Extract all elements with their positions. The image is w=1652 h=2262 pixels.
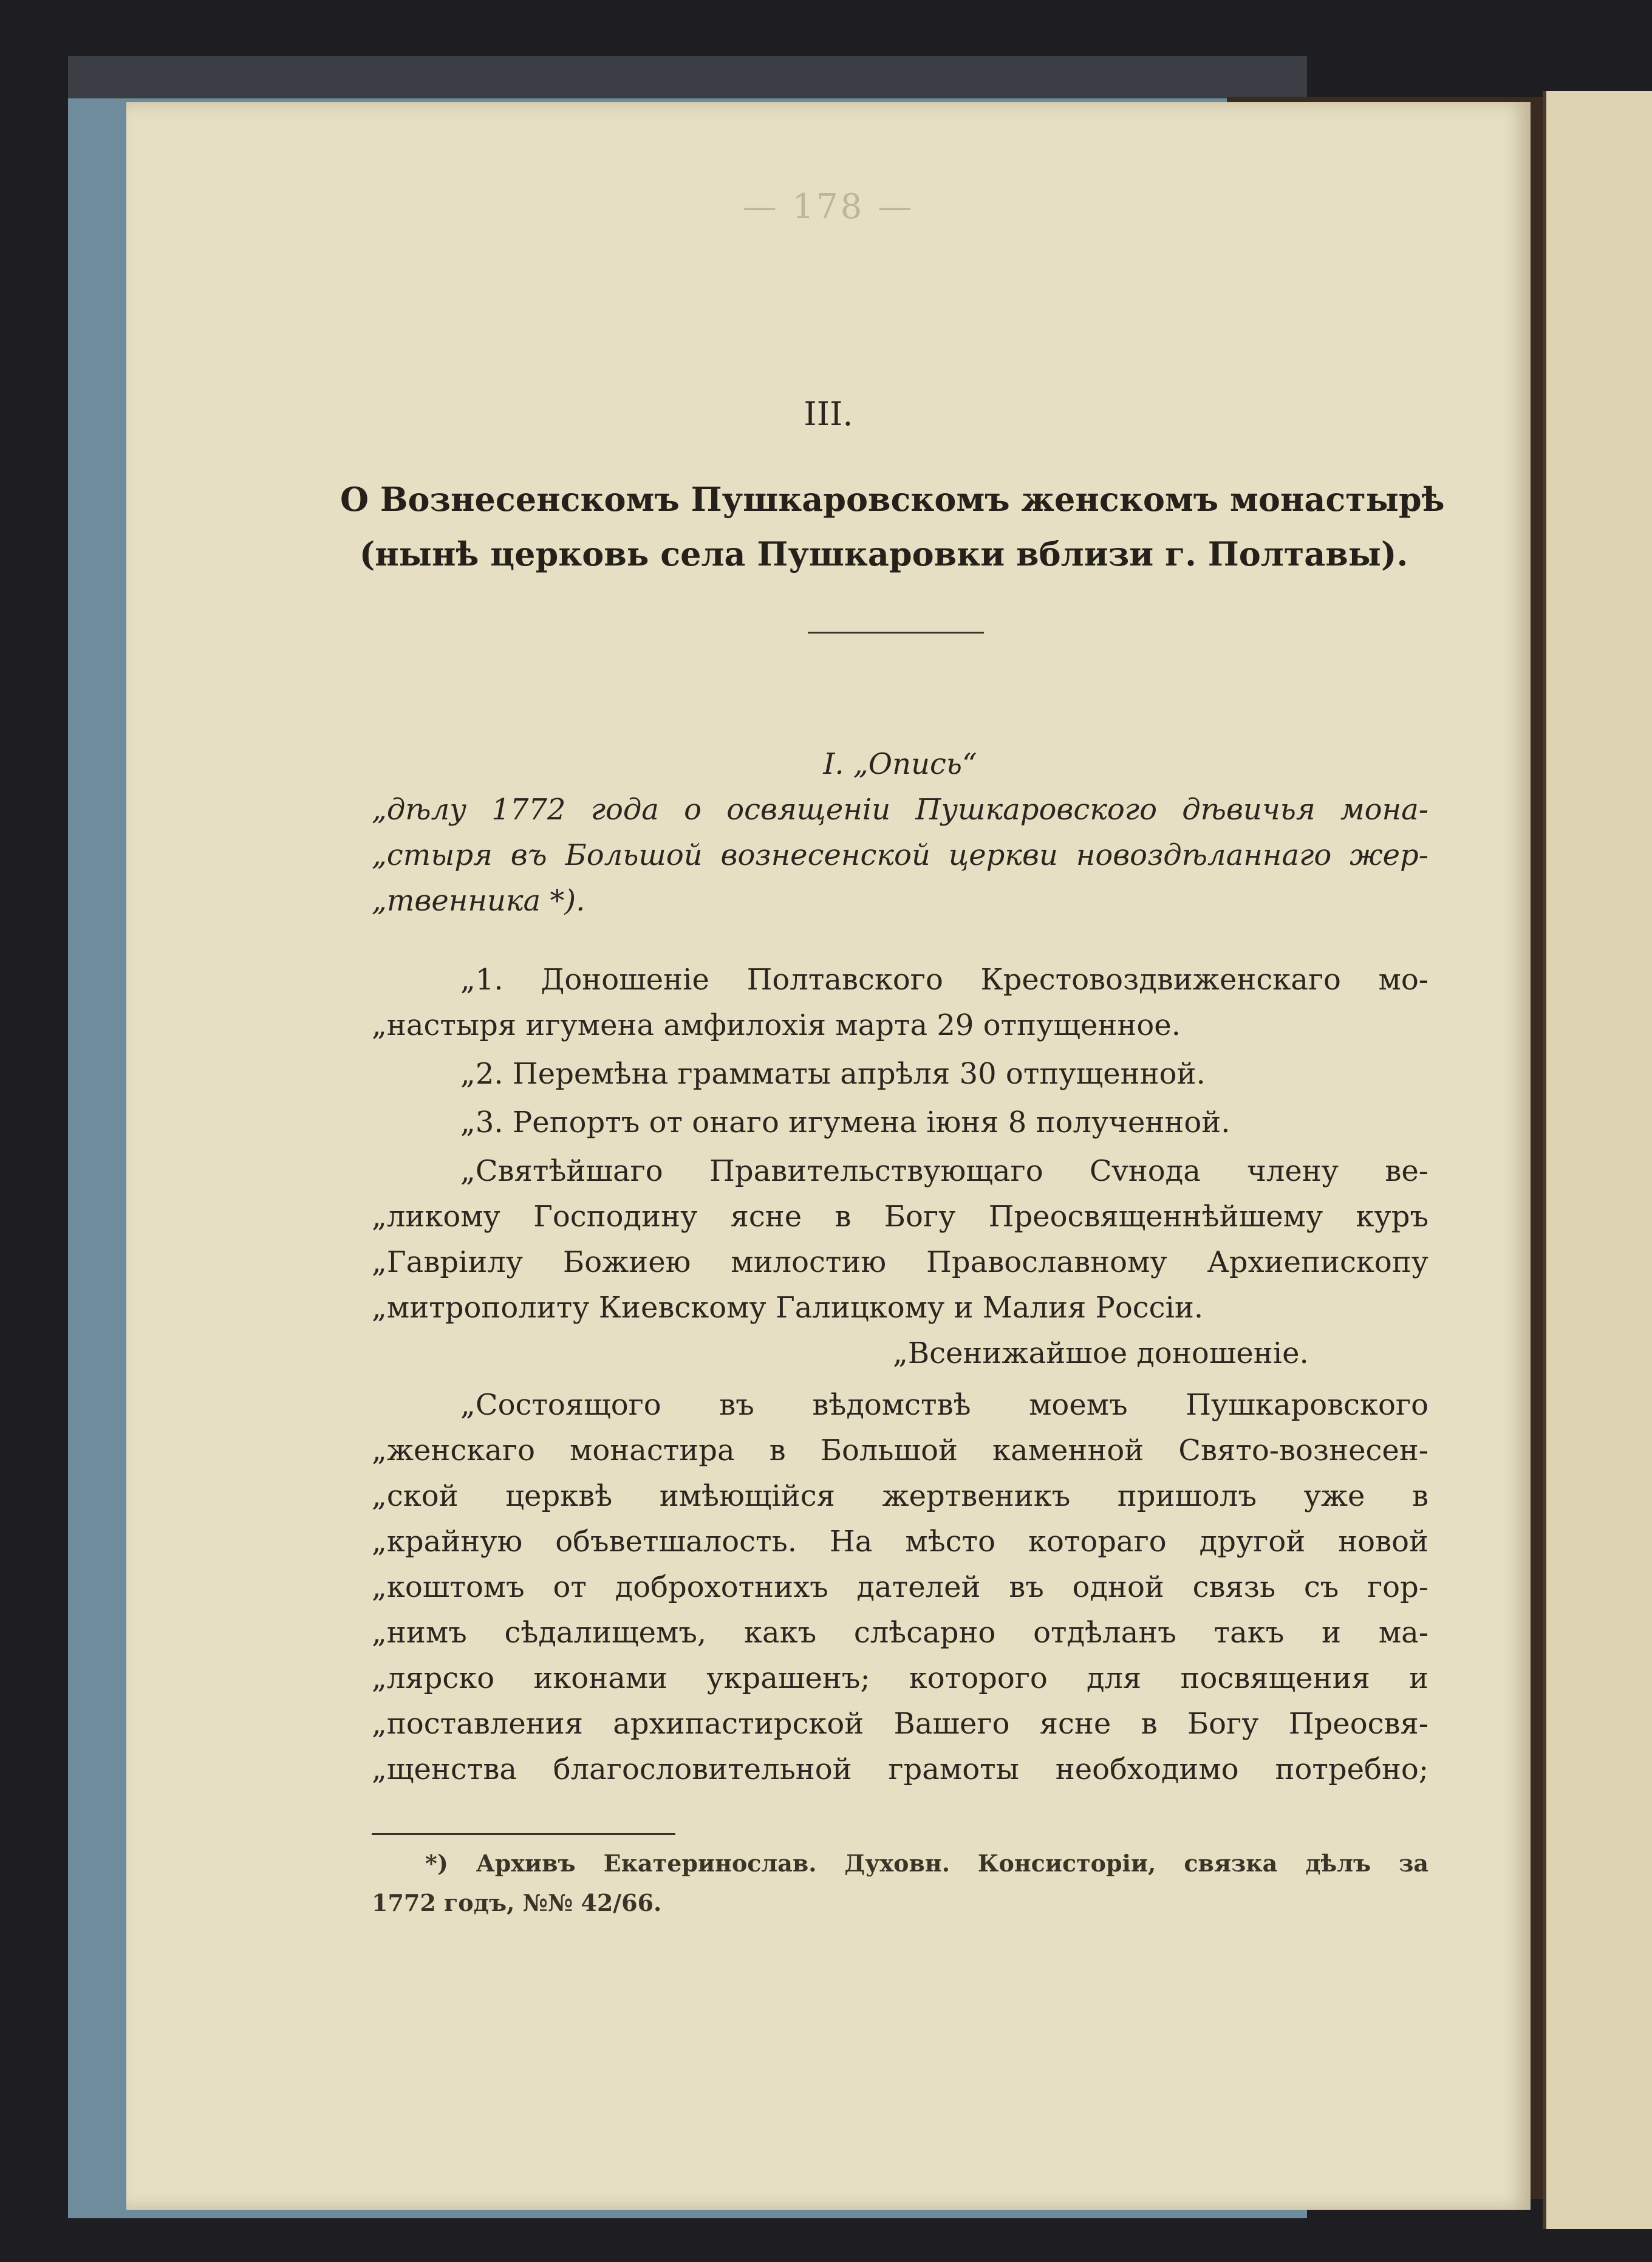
subtitle-line: „твенника *). [372, 884, 585, 918]
body-line: „коштомъ от доброхотнихъ дателей въ одной связь съ гор- [372, 1570, 1428, 1604]
section-divider [808, 632, 984, 634]
body-line: „ской церквѣ имѣющійся жертвеникъ пришолъ уже в [372, 1479, 1428, 1513]
footnote-line: 1772 годъ, №№ 42/66. [372, 1889, 662, 1916]
heading-line-1: О Вознесенскомъ Пушкаровскомъ женскомъ монастырѣ [340, 480, 1445, 519]
body-line: „Всенижайшое доношеніе. [893, 1336, 1309, 1370]
body-line: „2. Перемѣна грамматы aпрѣля 30 отпущенной. [460, 1057, 1206, 1091]
body-line: „крайную объветшалость. На мѣсто котораго другой новой [372, 1525, 1428, 1559]
body-line: „Состоящого въ вѣдомствѣ моемъ Пушкаровского [460, 1388, 1428, 1422]
body-line: „3. Репортъ от онаго игумена іюня 8 полученной. [460, 1105, 1230, 1140]
subtitle-title: I. „Опись“ [823, 747, 977, 781]
board-shadow [68, 56, 1307, 98]
body-line: „настыря игумена амфилохія марта 29 отпущенное. [372, 1008, 1181, 1042]
footnote-divider [372, 1833, 675, 1835]
page-number: — 178 — [742, 187, 915, 227]
heading-line-2: (нынѣ церковь села Пушкаровки вблизи г. Полтавы). [359, 535, 1408, 573]
body-line: „1. Доношеніе Полтавского Крестовоздвиженскаго мо- [460, 963, 1428, 997]
body-line: „митрополиту Киевскому Галицкому и Малия Россіи. [372, 1291, 1204, 1325]
subtitle-line: „стыря въ Большой вознесенской церкви новоздѣланнаго жер- [372, 838, 1428, 872]
body-line: „поставления архипастирской Вашего ясне в Богу Преосвя- [372, 1707, 1428, 1741]
footnote-line: *) Архивъ Екатеринослав. Духовн. Консисторіи, связка дѣлъ за [425, 1850, 1428, 1877]
body-line: „нимъ сѣдалищемъ, какъ слѣсарно отдѣланъ такъ и ма- [372, 1616, 1428, 1650]
body-line: „лярско иконами украшенъ; которого для посвящения и [372, 1661, 1428, 1695]
body-line: „щенства благословительной грамоты необходимо потребно; [372, 1752, 1428, 1786]
body-line: „Святѣйшаго Правительствующаго Сvнода члену ве- [460, 1154, 1428, 1188]
body-line: „женскаго монастира в Большой каменной Свято-вознесен- [372, 1433, 1428, 1468]
subtitle-line: „дѣлу 1772 года о освященіи Пушкаровского дѣвичья мона- [372, 793, 1428, 827]
facing-page [1543, 91, 1652, 2229]
body-line: „Гавріилу Божиею милостию Православному Архиепископу [372, 1245, 1428, 1279]
section-numeral: III. [804, 395, 853, 433]
body-line: „ликому Господину ясне в Богу Преосвященнѣйшему куръ [372, 1200, 1428, 1234]
